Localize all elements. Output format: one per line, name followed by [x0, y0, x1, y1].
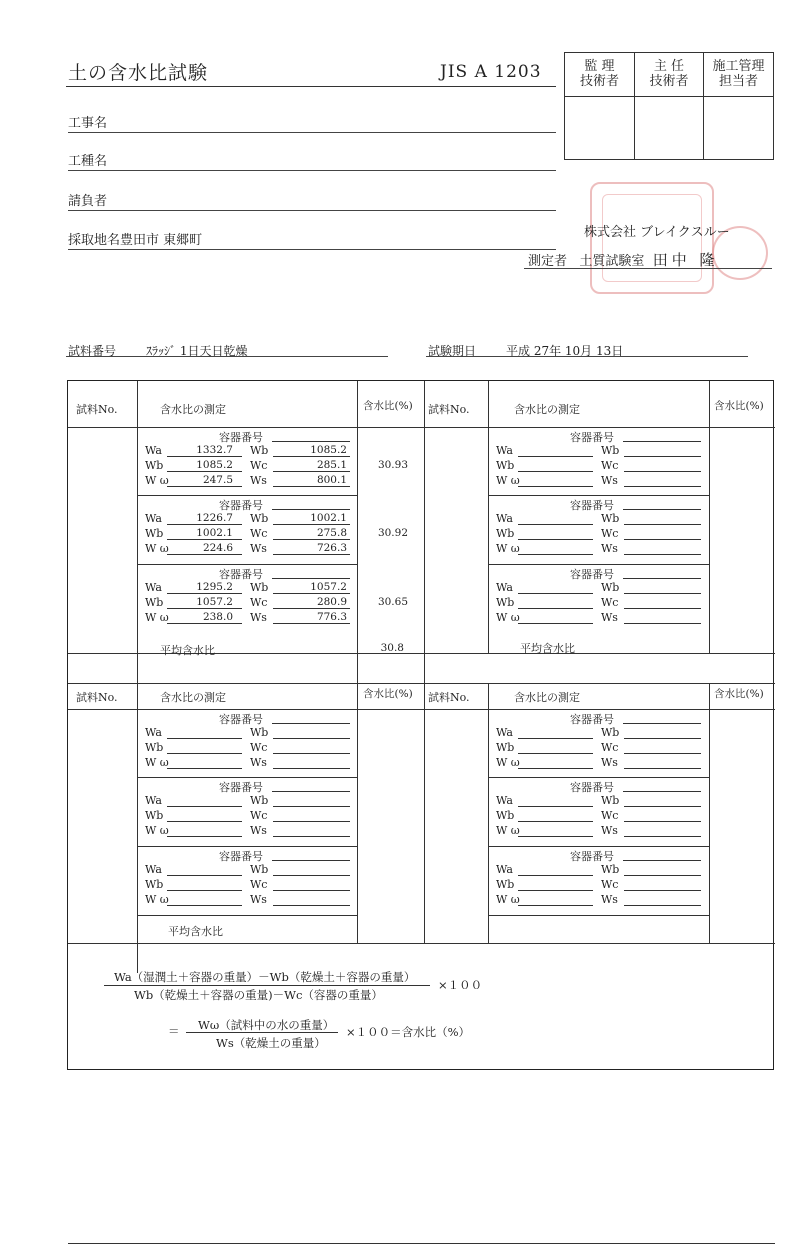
weight-label: Wc [601, 527, 619, 540]
weight-label: Wb [496, 809, 515, 822]
weight-label: Wb [145, 596, 164, 609]
weight-underline [624, 875, 701, 876]
weight-label: Wc [601, 809, 619, 822]
weight-underline [518, 806, 593, 807]
weight-underline [167, 768, 242, 769]
weight-label: Wb [496, 527, 515, 540]
title-underline [66, 86, 556, 87]
weight-label: Wa [496, 794, 513, 807]
grid-line [488, 381, 489, 653]
weight-label: Wb [496, 596, 515, 609]
measurement-table [67, 380, 774, 1070]
weight-label: Ws [601, 824, 618, 837]
approval-col-supervisor [565, 53, 634, 159]
weight-underline [518, 738, 593, 739]
weight-label: W ω [496, 893, 520, 906]
tester-dept: 土質試験室 [579, 254, 645, 269]
weight-label: Wb [601, 512, 620, 525]
grid-line [357, 381, 358, 653]
grid-line [424, 381, 425, 653]
weight-value: 1002.1 [310, 512, 347, 524]
weight-label: Ws [250, 893, 267, 906]
container-label: 容器番号 [570, 568, 614, 581]
grid-line [488, 495, 709, 496]
container-underline [272, 578, 350, 579]
weight-label: Wb [496, 459, 515, 472]
weight-label: W ω [496, 611, 520, 624]
weight-value: 1057.2 [310, 581, 347, 593]
grid-line [424, 683, 425, 943]
weight-label: Wc [250, 878, 268, 891]
weight-value: 1332.7 [196, 444, 233, 456]
weight-underline [273, 486, 350, 487]
weight-underline [273, 836, 350, 837]
weight-label: Wc [601, 596, 619, 609]
sample-value: ｽﾗｯｼﾞ 1日天日乾燥 [146, 344, 248, 358]
weight-underline [167, 890, 242, 891]
weight-underline [518, 486, 593, 487]
weight-underline [518, 821, 593, 822]
container-underline [623, 509, 701, 510]
weight-value: 1085.2 [310, 444, 347, 456]
weight-value: 224.6 [202, 542, 233, 554]
weight-label: W ω [145, 824, 169, 837]
container-label: 容器番号 [219, 568, 263, 581]
weight-underline [273, 524, 350, 525]
weight-label: Wc [601, 878, 619, 891]
weight-underline [167, 806, 242, 807]
weight-label: Wa [145, 863, 162, 876]
standard-code: JIS A 1203 [440, 62, 542, 82]
weight-label: W ω [496, 824, 520, 837]
weight-underline [167, 875, 242, 876]
grid-line [137, 683, 138, 943]
grid-line [709, 381, 710, 653]
weight-value: 285.1 [316, 459, 347, 471]
weight-underline [518, 753, 593, 754]
formula-equals: ＝ [168, 1024, 180, 1038]
weight-underline [167, 539, 242, 540]
weight-underline [624, 768, 701, 769]
grid-line [488, 564, 709, 565]
weight-underline [273, 554, 350, 555]
weight-underline [624, 539, 701, 540]
formula-bar [186, 1032, 338, 1033]
approval-box [564, 52, 774, 160]
weight-label: W ω [496, 756, 520, 769]
weight-underline [273, 875, 350, 876]
weight-label: Wb [496, 741, 515, 754]
grid-line [68, 683, 775, 684]
weight-label: Wb [145, 741, 164, 754]
weight-label: W ω [145, 542, 169, 555]
grid-line [424, 653, 425, 683]
weight-underline [273, 905, 350, 906]
weight-underline [167, 608, 242, 609]
weight-value: 800.1 [316, 474, 347, 486]
col-header-sample: 試料No. [76, 691, 118, 704]
weight-underline [624, 623, 701, 624]
formula-multiplier: ×１００＝含水比（%） [346, 1025, 471, 1039]
weight-underline [273, 608, 350, 609]
weight-underline [273, 890, 350, 891]
weight-underline [518, 768, 593, 769]
container-underline [272, 723, 350, 724]
weight-label: Wc [250, 596, 268, 609]
weight-value: 776.3 [316, 611, 347, 623]
weight-label: Wb [601, 863, 620, 876]
container-label: 容器番号 [219, 713, 263, 726]
container-underline [272, 509, 350, 510]
weight-underline [167, 905, 242, 906]
weight-underline [518, 593, 593, 594]
grid-line [488, 777, 709, 778]
approval-header: 施工管理 担当者 [704, 53, 773, 97]
weight-label: Wb [145, 527, 164, 540]
formula-multiplier: ×１００ [438, 978, 483, 992]
grid-line [709, 683, 710, 943]
weight-underline [273, 753, 350, 754]
tester-label: 測定者 [528, 254, 568, 269]
container-underline [272, 791, 350, 792]
water-content-value: 30.65 [377, 596, 408, 608]
weight-label: Wb [250, 726, 269, 739]
grid-line [488, 683, 489, 943]
container-label: 容器番号 [219, 850, 263, 863]
weight-value: 247.5 [202, 474, 233, 486]
weight-underline [624, 456, 701, 457]
weight-underline [167, 554, 242, 555]
container-underline [272, 441, 350, 442]
weight-underline [273, 768, 350, 769]
weight-label: W ω [145, 893, 169, 906]
weight-label: Wb [250, 794, 269, 807]
grid-line [357, 653, 358, 683]
weight-underline [518, 539, 593, 540]
weight-underline [518, 905, 593, 906]
col-header-measure: 含水比の測定 [514, 403, 580, 416]
construction-name-label: 工事名 [68, 116, 108, 131]
grid-line [137, 653, 138, 683]
weight-underline [518, 875, 593, 876]
formula-numerator: Wa（湿潤土＋容器の重量）－Wb（乾燥土＋容器の重量） [114, 970, 416, 984]
weight-label: Ws [601, 542, 618, 555]
weight-label: Wc [250, 527, 268, 540]
weight-value: 1002.1 [196, 527, 233, 539]
weight-label: Ws [250, 474, 267, 487]
weight-value: 1057.2 [196, 596, 233, 608]
weight-underline [624, 806, 701, 807]
container-label: 容器番号 [570, 499, 614, 512]
sampling-site-label: 採取地名 [68, 233, 121, 248]
weight-underline [624, 593, 701, 594]
container-underline [272, 860, 350, 861]
col-header-ratio: 含水比(%) [363, 688, 413, 700]
weight-label: Ws [601, 611, 618, 624]
weight-underline [167, 486, 242, 487]
weight-label: Wa [496, 512, 513, 525]
formula-bar [104, 985, 430, 986]
approval-col-manager [703, 53, 773, 159]
weight-underline [167, 524, 242, 525]
weight-underline [518, 623, 593, 624]
sample-label: 試料番号 [68, 344, 117, 358]
work-type-field [68, 150, 556, 171]
weight-underline [273, 593, 350, 594]
weight-label: Wb [145, 878, 164, 891]
container-label: 容器番号 [219, 431, 263, 444]
weight-label: Wa [496, 444, 513, 457]
weight-label: Wc [601, 741, 619, 754]
weight-label: Wa [496, 726, 513, 739]
weight-underline [273, 471, 350, 472]
formula-denominator: Wb（乾燥土＋容器の重量)－Wc（容器の重量） [134, 988, 383, 1002]
weight-label: Ws [601, 893, 618, 906]
weight-underline [518, 471, 593, 472]
container-label: 容器番号 [219, 499, 263, 512]
weight-underline [273, 623, 350, 624]
weight-label: Wb [496, 878, 515, 891]
weight-underline [518, 554, 593, 555]
container-underline [623, 441, 701, 442]
weight-underline [273, 821, 350, 822]
container-label: 容器番号 [570, 431, 614, 444]
avg-value: 30.8 [380, 642, 404, 654]
weight-label: Wb [250, 444, 269, 457]
weight-underline [167, 593, 242, 594]
construction-name-field [68, 112, 556, 133]
weight-underline [624, 486, 701, 487]
weight-underline [273, 456, 350, 457]
weight-label: Wc [250, 459, 268, 472]
weight-label: W ω [496, 474, 520, 487]
weight-label: Wb [250, 512, 269, 525]
grid-line [68, 709, 775, 710]
water-content-value: 30.93 [377, 459, 408, 471]
grid-line [137, 564, 357, 565]
weight-label: Wb [601, 444, 620, 457]
weight-underline [167, 821, 242, 822]
water-content-value: 30.92 [377, 527, 408, 539]
weight-value: 1085.2 [196, 459, 233, 471]
weight-label: Ws [601, 474, 618, 487]
formula-numerator: Wω（試料中の水の重量） [198, 1018, 335, 1032]
grid-line [137, 381, 138, 653]
container-label: 容器番号 [570, 781, 614, 794]
grid-line [68, 943, 775, 944]
weight-label: Ws [250, 542, 267, 555]
weight-label: Ws [250, 611, 267, 624]
avg-label: 平均含水比 [168, 925, 223, 938]
weight-label: Wb [250, 581, 269, 594]
weight-label: Ws [250, 824, 267, 837]
weight-label: Ws [250, 756, 267, 769]
weight-underline [624, 524, 701, 525]
col-header-measure: 含水比の測定 [160, 691, 226, 704]
contractor-field [68, 190, 556, 211]
weight-value: 1226.7 [196, 512, 233, 524]
tester-name: 田中 隆 [652, 251, 719, 269]
weight-label: W ω [145, 474, 169, 487]
col-header-ratio: 含水比(%) [714, 400, 764, 412]
weight-label: Wb [145, 809, 164, 822]
weight-underline [518, 890, 593, 891]
grid-line [68, 427, 775, 428]
weight-underline [624, 821, 701, 822]
col-header-sample: 試料No. [428, 691, 470, 704]
weight-underline [167, 471, 242, 472]
weight-underline [273, 806, 350, 807]
weight-underline [518, 608, 593, 609]
page-title: 土の含水比試験 [68, 62, 209, 84]
grid-line [488, 846, 709, 847]
grid-line [357, 683, 358, 943]
weight-underline [167, 836, 242, 837]
weight-label: Wa [496, 863, 513, 876]
weight-label: W ω [496, 542, 520, 555]
weight-underline [624, 608, 701, 609]
approval-header: 主 任 技術者 [635, 53, 703, 97]
weight-label: Wb [601, 794, 620, 807]
weight-label: Wa [145, 444, 162, 457]
weight-value: 275.8 [316, 527, 347, 539]
grid-line [488, 915, 709, 916]
container-underline [623, 723, 701, 724]
container-label: 容器番号 [219, 781, 263, 794]
grid-line [137, 495, 357, 496]
weight-label: Wa [145, 794, 162, 807]
weight-underline [167, 753, 242, 754]
weight-label: Wb [145, 459, 164, 472]
test-date-label: 試験期日 [428, 344, 477, 358]
weight-value: 280.9 [316, 596, 347, 608]
container-underline [623, 860, 701, 861]
sample-underline [66, 356, 388, 357]
weight-underline [624, 836, 701, 837]
weight-underline [624, 471, 701, 472]
weight-underline [518, 836, 593, 837]
tester-underline [524, 268, 772, 269]
approval-col-chief [634, 53, 703, 159]
weight-value: 1295.2 [196, 581, 233, 593]
weight-label: Wb [601, 726, 620, 739]
weight-label: Wa [145, 512, 162, 525]
weight-label: W ω [145, 756, 169, 769]
approval-header: 監 理 技術者 [565, 53, 634, 97]
formula-denominator: Ws（乾燥土の重量） [216, 1036, 326, 1050]
weight-underline [273, 539, 350, 540]
grid-line [137, 915, 357, 916]
col-header-measure: 含水比の測定 [160, 403, 226, 416]
sampling-site-value: 豊田市 東郷町 [120, 233, 203, 248]
weight-underline [167, 738, 242, 739]
col-header-sample: 試料No. [76, 403, 118, 416]
weight-label: Wc [250, 741, 268, 754]
grid-line [137, 846, 357, 847]
weight-underline [167, 456, 242, 457]
weight-label: W ω [145, 611, 169, 624]
weight-value: 238.0 [202, 611, 233, 623]
weight-label: Wb [250, 863, 269, 876]
weight-underline [167, 623, 242, 624]
weight-underline [624, 905, 701, 906]
weight-label: Wa [496, 581, 513, 594]
container-label: 容器番号 [570, 713, 614, 726]
weight-label: Wa [145, 726, 162, 739]
weight-label: Wc [601, 459, 619, 472]
weight-value: 726.3 [316, 542, 347, 554]
contractor-label: 請負者 [68, 194, 108, 209]
weight-underline [624, 554, 701, 555]
weight-underline [273, 738, 350, 739]
weight-label: Wa [145, 581, 162, 594]
container-underline [623, 578, 701, 579]
weight-underline [518, 524, 593, 525]
col-header-ratio: 含水比(%) [363, 400, 413, 412]
tester-line [528, 249, 718, 270]
work-type-label: 工種名 [68, 154, 108, 169]
col-header-measure: 含水比の測定 [514, 691, 580, 704]
company-name: 株式会社 ブレイクスルー [584, 225, 730, 240]
col-header-sample: 試料No. [428, 403, 470, 416]
test-date-value: 平成 27年 10月 13日 [506, 344, 624, 358]
weight-label: Ws [601, 756, 618, 769]
weight-label: Wb [601, 581, 620, 594]
avg-label: 平均含水比 [160, 644, 215, 657]
sampling-site-field [68, 229, 556, 250]
test-date-underline [426, 356, 748, 357]
container-label: 容器番号 [570, 850, 614, 863]
weight-underline [624, 738, 701, 739]
container-underline [623, 791, 701, 792]
col-header-ratio: 含水比(%) [714, 688, 764, 700]
grid-line [137, 777, 357, 778]
weight-underline [624, 890, 701, 891]
weight-underline [624, 753, 701, 754]
avg-label: 平均含水比 [520, 642, 575, 655]
weight-label: Wc [250, 809, 268, 822]
weight-underline [518, 456, 593, 457]
